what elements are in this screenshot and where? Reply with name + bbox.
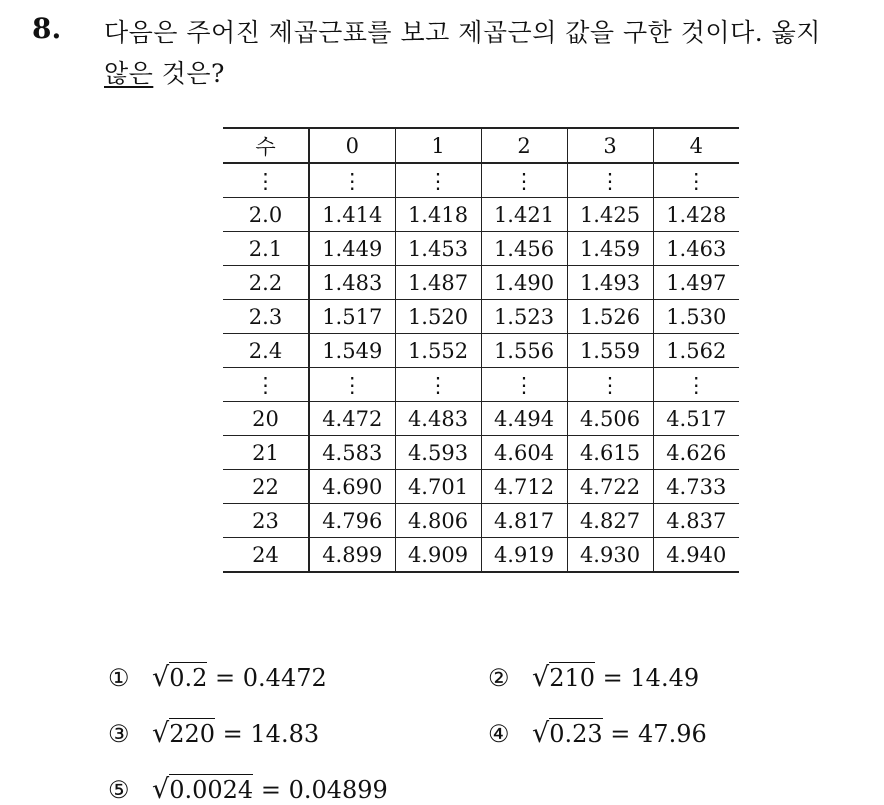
value-cell: 4.626 [653, 436, 739, 470]
value-cell: 4.919 [481, 538, 567, 573]
value-cell: 4.930 [567, 538, 653, 573]
value-cell: 4.701 [395, 470, 481, 504]
value-cell: 4.909 [395, 538, 481, 573]
row-label-cell: 2.3 [223, 300, 309, 334]
table-row [223, 198, 739, 232]
value-cell: 4.494 [481, 402, 567, 436]
value-cell: 4.806 [395, 504, 481, 538]
row-label-cell: 20 [223, 402, 309, 436]
value-cell: ⋮ [481, 368, 567, 402]
value-cell: 4.899 [309, 538, 395, 573]
choice-mark: ③ [108, 720, 130, 748]
choice-mark: ④ [488, 720, 510, 748]
value-cell: 1.523 [481, 300, 567, 334]
value-cell: 1.487 [395, 266, 481, 300]
table-row [223, 538, 739, 573]
table-row [223, 436, 739, 470]
table-row [223, 368, 739, 402]
row-label-cell: ⋮ [223, 368, 309, 402]
value-cell: 1.483 [309, 266, 395, 300]
value-cell: 1.421 [481, 198, 567, 232]
value-cell: 1.549 [309, 334, 395, 368]
value-cell: 4.940 [653, 538, 739, 573]
value-cell: 1.453 [395, 232, 481, 266]
negation-emphasis: 않은 [104, 59, 154, 88]
value-cell: ⋮ [481, 163, 567, 198]
choice-result: = 14.49 [602, 664, 700, 692]
table-row [223, 504, 739, 538]
value-cell: ⋮ [395, 368, 481, 402]
value-cell: 4.517 [653, 402, 739, 436]
value-cell: ⋮ [567, 368, 653, 402]
value-cell: 1.530 [653, 300, 739, 334]
choice-4[interactable]: ④ √0.23 = 47.96 [488, 718, 707, 749]
value-cell: 4.472 [309, 402, 395, 436]
row-label-cell: ⋮ [223, 163, 309, 198]
value-cell: 1.493 [567, 266, 653, 300]
value-cell: 4.817 [481, 504, 567, 538]
value-cell: 1.526 [567, 300, 653, 334]
value-cell: 1.428 [653, 198, 739, 232]
value-cell: 1.556 [481, 334, 567, 368]
value-cell: ⋮ [309, 163, 395, 198]
question-end: 것은? [153, 59, 225, 88]
value-cell: 4.837 [653, 504, 739, 538]
value-cell: ⋮ [653, 368, 739, 402]
question-stem: 다음은 주어진 제곱근표를 보고 제곱근의 값을 구한 것이다. 옳지 [104, 18, 821, 47]
header-cell: 4 [653, 128, 739, 163]
table-header-row [223, 128, 739, 163]
radicand: 220 [169, 720, 216, 748]
table-row [223, 232, 739, 266]
row-label-cell: 2.1 [223, 232, 309, 266]
choice-result: = 0.04899 [260, 776, 388, 804]
table-row [223, 163, 739, 198]
header-cell: 1 [395, 128, 481, 163]
value-cell: ⋮ [653, 163, 739, 198]
row-label-cell: 2.2 [223, 266, 309, 300]
row-label-cell: 22 [223, 470, 309, 504]
radicand: 0.23 [549, 720, 603, 748]
row-label-cell: 2.4 [223, 334, 309, 368]
square-root-table [223, 127, 739, 573]
choice-result: = 47.96 [610, 720, 707, 748]
value-cell: 1.463 [653, 232, 739, 266]
choice-2[interactable]: ② √210 = 14.49 [488, 662, 700, 693]
choice-3[interactable]: ③ √220 = 14.83 [108, 718, 320, 749]
value-cell: 1.490 [481, 266, 567, 300]
value-cell: 4.593 [395, 436, 481, 470]
value-cell: 1.520 [395, 300, 481, 334]
choice-5[interactable]: ⑤ √0.0024 = 0.04899 [108, 774, 388, 805]
choice-result: = 0.4472 [215, 664, 327, 692]
row-label-cell: 2.0 [223, 198, 309, 232]
value-cell: 4.712 [481, 470, 567, 504]
value-cell: 1.456 [481, 232, 567, 266]
question-text [104, 12, 874, 94]
value-cell: 4.827 [567, 504, 653, 538]
value-cell: 1.459 [567, 232, 653, 266]
value-cell: ⋮ [567, 163, 653, 198]
value-cell: 4.690 [309, 470, 395, 504]
header-cell: 0 [309, 128, 395, 163]
value-cell: 4.615 [567, 436, 653, 470]
value-cell: 4.604 [481, 436, 567, 470]
question-number: 8. [32, 12, 62, 45]
row-label-cell: 23 [223, 504, 309, 538]
value-cell: 4.483 [395, 402, 481, 436]
choice-mark: ① [108, 664, 130, 692]
value-cell: 1.449 [309, 232, 395, 266]
radicand: 210 [549, 664, 596, 692]
value-cell: 1.562 [653, 334, 739, 368]
row-label-cell: 24 [223, 538, 309, 573]
table-row [223, 470, 739, 504]
value-cell: 4.506 [567, 402, 653, 436]
value-cell: ⋮ [309, 368, 395, 402]
radicand: 0.2 [169, 664, 208, 692]
value-cell: 1.552 [395, 334, 481, 368]
table-row [223, 266, 739, 300]
value-cell: 4.583 [309, 436, 395, 470]
table-row [223, 300, 739, 334]
value-cell: 1.425 [567, 198, 653, 232]
choice-result: = 14.83 [222, 720, 320, 748]
table-row [223, 402, 739, 436]
value-cell: 4.722 [567, 470, 653, 504]
choice-mark: ② [488, 664, 510, 692]
value-cell: 1.497 [653, 266, 739, 300]
value-cell: 4.796 [309, 504, 395, 538]
row-label-cell: 21 [223, 436, 309, 470]
radicand: 0.0024 [169, 776, 254, 804]
value-cell: 1.559 [567, 334, 653, 368]
choice-mark: ⑤ [108, 776, 130, 804]
value-cell: ⋮ [395, 163, 481, 198]
value-cell: 4.733 [653, 470, 739, 504]
header-cell: 수 [223, 128, 309, 163]
value-cell: 1.414 [309, 198, 395, 232]
header-cell: 3 [567, 128, 653, 163]
table-row [223, 334, 739, 368]
value-cell: 1.517 [309, 300, 395, 334]
value-cell: 1.418 [395, 198, 481, 232]
choice-1[interactable]: ① √0.2 = 0.4472 [108, 662, 327, 693]
header-cell: 2 [481, 128, 567, 163]
